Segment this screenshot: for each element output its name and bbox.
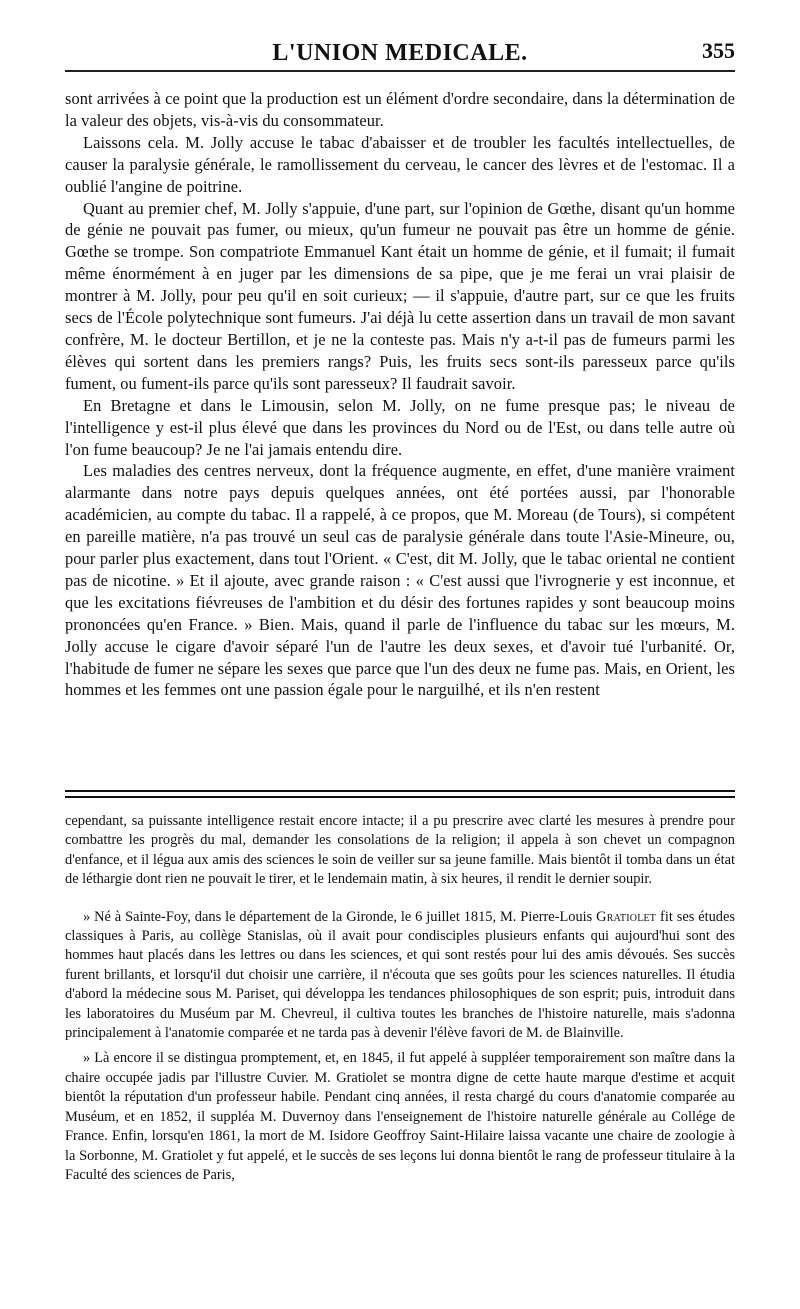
biography-paragraph-2: » Là encore il se distingua promptement, et, en 1845, il fut appelé à suppléer temporairement son maître dans la chaire occupée jadis par l'illustre Cuvier. M. Gratiolet se montra digne de cette haute marque d'estime et acquit bientôt la réputation d'un professeur habile. Pendant cinq années, il resta chargé du cours d'anatomie comparée au Muséum, et en 1852, il suppléa M. Duvernoy dans l'enseignement de l'histoire naturelle générale au Collége de France. Enfin, lorsqu'en 1861, la mort de M. Isidore Geoffroy Saint-Hilaire laissa vacante une chaire de zoologie à la Sorbonne, M. Gratiolet y fut appelé, et le succès de ses leçons lui donna bientôt le rang de professeur titulaire à la Faculté des sciences de Paris, bbox=[65, 1050, 735, 1183]
biography-paragraph-1 bbox=[65, 908, 735, 1044]
header-rule bbox=[65, 70, 735, 72]
paragraph-3: Quant au premier chef, M. Jolly s'appuie, d'une part, sur l'opinion de Gœthe, disant qu'un homme de génie ne pouvait pas fumer, ou mieux, qu'un fumeur ne pouvait pas être un homme de génie. Gœthe se trompe. Son compatriote Emmanuel Kant était un homme de génie, et il fumait; il fumait même énormément à en juger par les dimensions de sa pipe, que je me ferai un vrai plaisir de montrer à M. Jolly, pour peu qu'il en soit curieux; — il s'appuie, d'autre part, sur ce que les fruits secs de l'École polytechnique sont fumeurs. J'ai déjà lu cette assertion dans un travail de mon savant confrère, M. le docteur Bertillon, et je ne la conteste pas. Mais n'y a-t-il pas de fumeurs parmi les élèves qui sortent dans les premiers rangs? Puis, les fruits secs sont-ils paresseux parce qu'ils fument, ou fument-ils parce qu'ils sont paresseux? Il faudrait savoir. bbox=[65, 198, 735, 393]
main-article-text bbox=[65, 88, 735, 701]
gratiolet-name: Gratiolet bbox=[596, 908, 657, 925]
page-header bbox=[65, 22, 735, 74]
paragraph-4: En Bretagne et dans le Limousin, selon M. Jolly, on ne fume presque pas; le niveau de l'intelligence y est-il plus élevé que dans les provinces du Nord ou de l'Est, ou dans telle autre où l'on fume beaucoup? Je ne l'ai jamais entendu dire. bbox=[65, 395, 735, 459]
paragraph-5: Les maladies des centres nerveux, dont la fréquence augmente, en effet, d'une manière vraiment alarmante dans notre pays depuis quelques années, ont été portées aussi, par l'honorable académicien, au compte du tabac. Il a rappelé, à ce propos, que M. Moreau (de Tours), si compétent en pareille matière, n'a pas trouvé un seul cas de paralysie générale dans toute l'Asie-Mineure, ou, pour parler plus exactement, dans tout l'Orient. « C'est, dit M. Jolly, que le tabac oriental ne contient pas de nicotine. » Et il ajoute, avec grande raison : « C'est aussi que l'ivrognerie y est inconnue, et que les excitations fiévreuses de l'ambition et du désir des fortunes rapides y sont beaucoup moins prononcées qu'en France. » Bien. Mais, quand il parle de l'influence du tabac sur les mœurs, M. Jolly accuse le cigare d'avoir séparé l'un de l'autre les deux sexes, et d'avoir tué l'urbanité. Or, l'habitude de fumer ne sépare les sexes que parce que l'un des deux ne fume pas. Mais, en Orient, les hommes et les femmes ont une passion égale pour le narguilhé, et ils n'en restent bbox=[65, 461, 735, 700]
paragraph-2: Laissons cela. M. Jolly accuse le tabac d'abaisser et de troubler les facultés intellectuelles, de causer la paralysie générale, le ramollissement du cerveau, le cancer des lèvres et de l'estomac. Il a oublié l'angine de poitrine. bbox=[65, 132, 735, 196]
biography-intro-text: » Né à Sainte-Foy, dans le département de la Gironde, le 6 juillet 1815, M. Pierre-Louis bbox=[83, 908, 597, 925]
page-number: 355 bbox=[702, 38, 735, 63]
paragraph-1: sont arrivées à ce point que la production est un élément d'ordre secondaire, dans la détermination de la valeur des objets, vis-à-vis du consommateur. bbox=[65, 89, 735, 130]
section-divider bbox=[65, 790, 735, 800]
journal-title: L'UNION MEDICALE. bbox=[272, 40, 528, 66]
footnote-section bbox=[65, 812, 735, 1185]
footnote-opening: cependant, sa puissante intelligence restait encore intacte; il a pu prescrire avec clarté les mesures à prendre pour combattre les progrès du mal, demander les consolations de la religion; il appela à son chevet un compagnon d'enfance, et il légua aux amis des sciences le soin de veiller sur sa jeune famille. Mais bientôt il tomba dans un état de léthargie dont rien ne pouvait le tirer, et le lendemain matin, à six heures, il rendit le dernier soupir. bbox=[65, 813, 735, 888]
biography-continuation-text: fit ses études classiques à Paris, au collège Stanislas, où il avait pour condisciples plusieurs enfants qui aujourd'hui sont des hommes haut placés dans les lettres ou dans les sciences, et qui sont restés pour lui des amis dévoués. Ses succès furent brillants, et lorsqu'il dut choisir une carrière, il n'écouta que ses goûts pour les sciences naturelles. Il étudia d'abord la médecine sous M. Pariset, qui développa les tendances philosophiques de son esprit; puis, introduit dans les laboratoires du Muséum par M. Chevreul, il cultiva toutes les branches de l'histoire naturelle, mais s'adonna principalement à l'anatomie comparée et ne tarda pas à devenir l'élève favori de M. de Blainville. bbox=[65, 908, 735, 1042]
